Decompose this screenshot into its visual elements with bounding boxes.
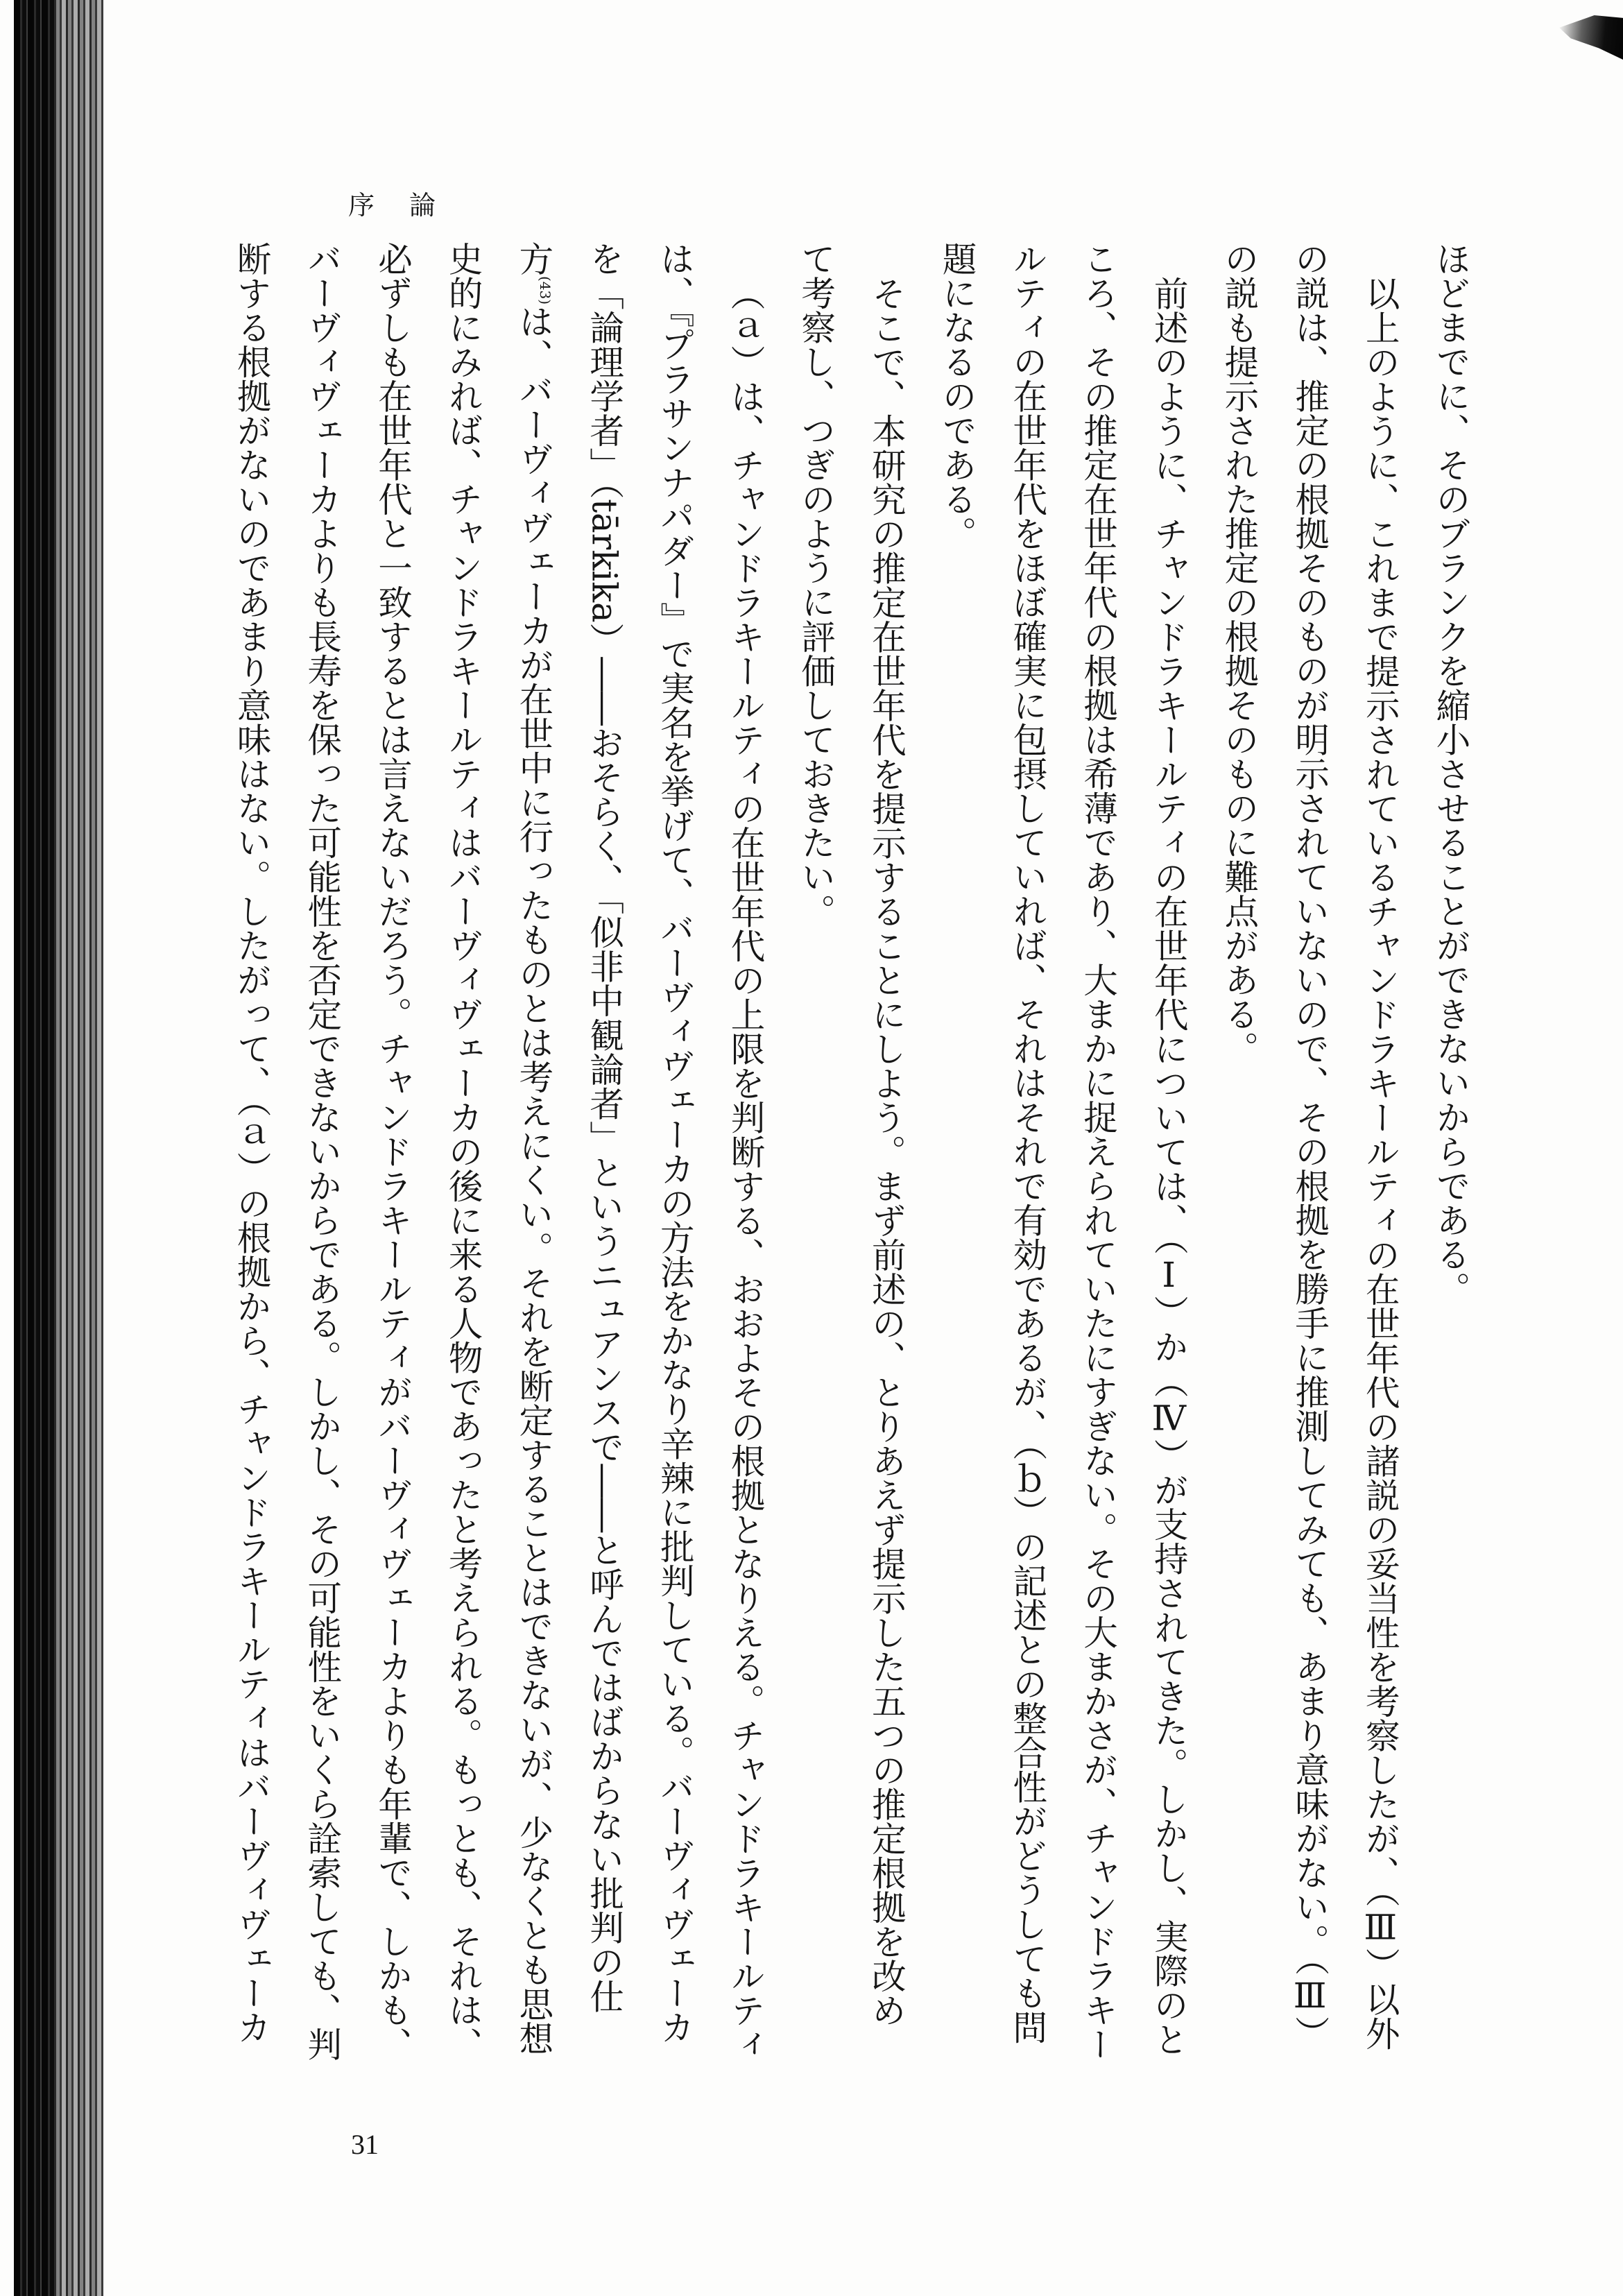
text-column: バーヴィヴェーカよりも長寿を保った可能性を否定できないからである。しかし、その可能性をいくら詮索しても、判	[302, 241, 343, 2062]
running-head: 序論	[348, 190, 471, 221]
binding-edge-line	[101, 0, 103, 2296]
page-number: 31	[351, 2129, 379, 2160]
text-column-with-note	[498, 241, 569, 2114]
text-column: ルティの在世年代をほぼ確実に包摂していれば、それはそれで有効であるが、（ｂ）の記述との整合性がどうしても問	[1007, 241, 1048, 2044]
text-column: 前述のように、チャンドラキールティの在世年代については、（Ⅰ）か（Ⅳ）が支持されてきた。しかし、実際のと	[1149, 275, 1190, 2056]
body-text	[216, 241, 1486, 2114]
text-column: を「論理学者」（tārkika）――おそらく、「似非中観論者」というニュアンスで――と呼んではばからない批判の仕	[584, 241, 625, 2014]
text-column: ころ、その推定在世年代の根拠は希薄であり、大まかに捉えられていたにすぎない。その大まかさが、チャンドラキー	[1078, 241, 1119, 2062]
binding-shadow-stripes	[54, 0, 101, 2296]
text-column: 史的にみれば、チャンドラキールティはバーヴィヴェーカの後に来る人物であったと考えられる。もっとも、それは、	[443, 241, 484, 2062]
text-column: の説も提示された推定の根拠そのものに難点がある。	[1219, 241, 1260, 1065]
text-column: の説は、推定の根拠そのものが明示されていないので、その根拠を勝手に推測してみても、あまり意味がない。（Ⅲ）	[1289, 241, 1330, 2050]
text-column: 以上のように、これまで提示されているチャンドラキールティの在世年代の諸説の妥当性を考察したが、（Ⅲ）以外	[1360, 275, 1401, 2050]
text-column: 題になるのである。	[937, 241, 978, 551]
text-column: 必ずしも在世年代と一致するとは言えないだろう。チャンドラキールティがバーヴィヴェーカよりも年輩で、しかも、	[372, 241, 413, 2062]
text-column: は、『プラサンナパダー』で実名を挙げて、バーヴィヴェーカの方法をかなり辛辣に批判している。バーヴィヴェーカ	[655, 241, 696, 2044]
text-segment: は、バーヴィヴェーカが在世中に行ったものとは考えにくい。それを断定することはできないが、少なくとも思想	[513, 304, 554, 2056]
text-column: ほどまでに、そのブランクを縮小させることができないからである。	[1431, 241, 1471, 1306]
binding-shadow	[14, 0, 54, 2296]
text-column: （ａ）は、チャンドラキールティの在世年代の上限を判断する、おおよその根拠となりえる。チャンドラキールティ	[725, 275, 766, 2062]
text-column: 断する根拠がないのであまり意味はない。したがって、（ａ）の根拠から、チャンドラキールティはバーヴィヴェーカ	[232, 241, 273, 2044]
text-column: て考察し、つぎのように評価しておきたい。	[796, 241, 836, 928]
footnote-reference: (43)	[536, 275, 553, 305]
scan-smudge	[1559, 15, 1623, 60]
text-column: そこで、本研究の推定在世年代を提示することにしよう。まず前述の、とりあえず提示した五つの推定根拠を改め	[866, 275, 907, 2027]
text-segment: 方	[513, 241, 554, 276]
